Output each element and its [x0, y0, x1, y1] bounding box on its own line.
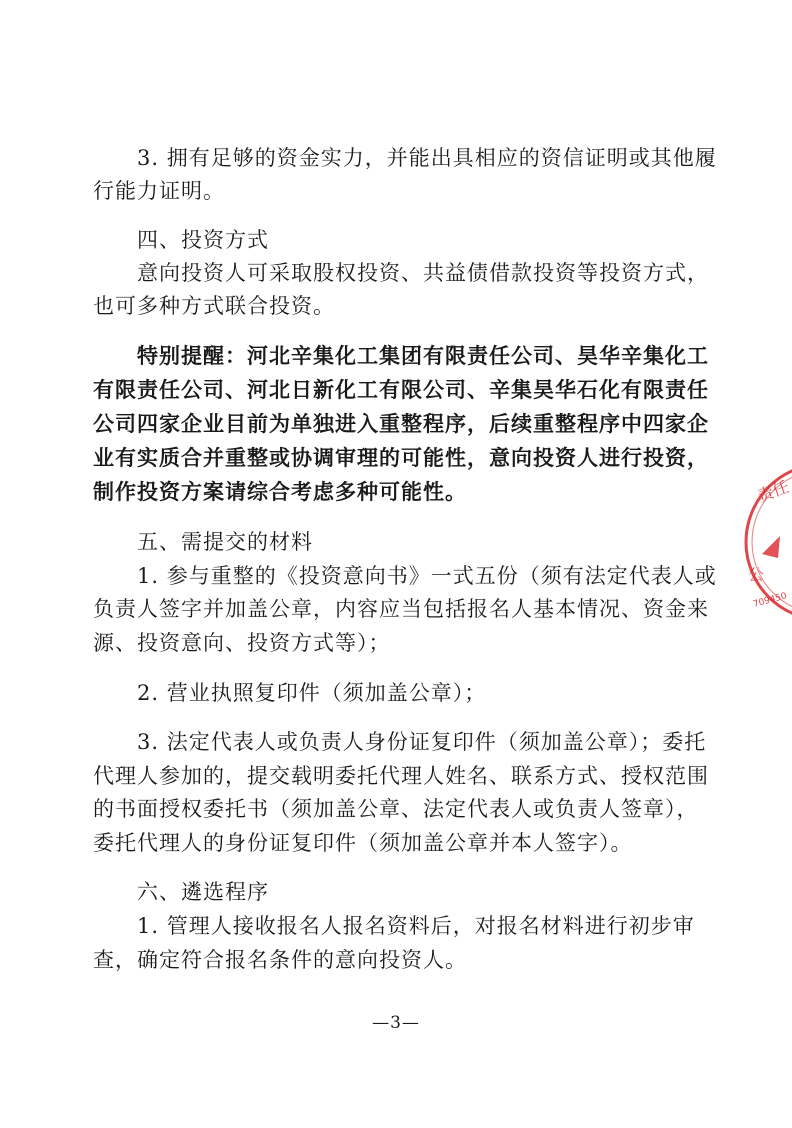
svg-text:责任: 责任 [754, 476, 792, 506]
paragraph-line: 3. 拥有足够的资金实力，并能出具相应的资信证明或其他履 [137, 146, 717, 170]
paragraph-line: 1. 参与重整的《投资意向书》一式五份（须有法定代表人或 [137, 564, 717, 588]
section-heading: 六、遴选程序 [137, 880, 269, 904]
paragraph-line: 行能力证明。 [93, 179, 225, 203]
section-heading: 四、投资方式 [137, 228, 269, 252]
paragraph-line: 委托代理人的身份证复印件（须加盖公章并本人签字）。 [93, 831, 633, 855]
notice-line: 业有实质合并重整或协调审理的可能性，意向投资人进行投资， [93, 445, 709, 470]
paragraph-line: 代理人参加的，提交载明委托代理人姓名、联系方式、授权范围 [93, 764, 709, 788]
paragraph-line: 源、投资意向、投资方式等）； [93, 631, 391, 655]
seal-stamp-icon [740, 462, 792, 622]
svg-text:公: 公 [748, 565, 765, 584]
notice-line: 特别提醒：河北辛集化工集团有限责任公司、昊华辛集化工 [137, 343, 709, 368]
paragraph-line: 意向投资人可采取股权投资、共益债借款投资等投资方式， [137, 261, 709, 285]
notice-line: 制作投资方案请综合考虑多种可能性。 [93, 479, 467, 504]
svg-text:709450: 709450 [752, 591, 788, 610]
notice-line: 有限责任公司、河北日新化工有限公司、辛集昊华石化有限责任 [93, 377, 709, 402]
section-heading: 五、需提交的材料 [137, 530, 313, 554]
paragraph-line: 也可多种方式联合投资。 [93, 294, 335, 318]
paragraph-line: 的书面授权委托书（须加盖公章、法定代表人或负责人签章）， [93, 797, 699, 821]
paragraph-line: 2. 营业执照复印件（须加盖公章）； [137, 681, 487, 705]
paragraph-line: 1. 管理人接收报名人报名资料后，对报名材料进行初步审 [137, 914, 695, 938]
paragraph-line: 负责人签字并加盖公章，内容应当包括报名人基本情况、资金来 [93, 597, 709, 621]
notice-line: 公司四家企业目前为单独进入重整程序，后续重整程序中四家企 [93, 411, 709, 436]
page-number: —3— [372, 1013, 420, 1033]
paragraph-line: 查，确定符合报名条件的意向投资人。 [93, 948, 467, 972]
official-seal [740, 462, 792, 622]
paragraph-line: 3. 法定代表人或负责人身份证复印件（须加盖公章）；委托 [137, 730, 707, 754]
